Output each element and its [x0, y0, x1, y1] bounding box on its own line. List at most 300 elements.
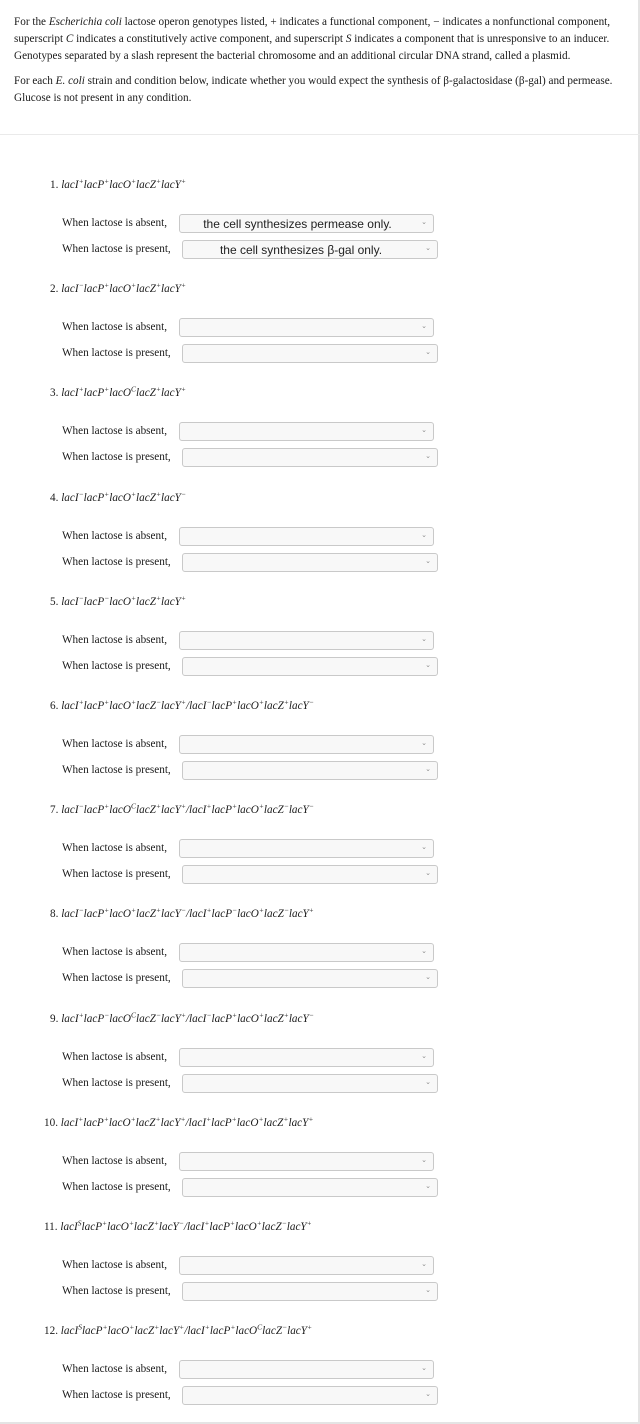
chevron-down-icon: ⌄ [425, 1391, 431, 1399]
chevron-down-icon: ⌄ [421, 219, 427, 226]
lactose-absent-label: When lactose is absent, [62, 217, 168, 229]
lactose-absent-row [62, 943, 442, 964]
gene-name: lacZ [136, 908, 156, 921]
lactose-absent-label: When lactose is absent, [62, 425, 168, 438]
gene-name: lacI [61, 804, 79, 817]
chevron-down-icon: ⌄ [425, 765, 431, 773]
gene-name: lacP [211, 1116, 232, 1129]
lactose-absent-label: When lactose is absent, [62, 842, 168, 855]
chevron-down-icon: ⌄ [421, 427, 427, 435]
gene-allele: − [180, 488, 186, 498]
gene-name: lacP [83, 1116, 104, 1129]
gene-allele: + [180, 1113, 186, 1123]
gene-allele: + [102, 1322, 108, 1332]
lactose-present-row [62, 448, 442, 469]
question-4 [0, 487, 640, 591]
gene-allele: + [206, 905, 212, 915]
gene-allele: + [103, 1113, 109, 1123]
text-run: indicates a component that is unresponsive to an inducer. Genotypes separated by a slash represent the bacterial chromosome and an additional circular DNA strand, called a plasmid. [14, 33, 610, 62]
gene-name: lacO [109, 283, 131, 296]
gene-name: lacP [209, 1220, 230, 1233]
gene-allele: + [256, 1218, 262, 1228]
gene-name: lacZ [263, 908, 284, 921]
gene-name: lacI [61, 179, 79, 191]
gene-allele: − [104, 593, 110, 603]
gene-name: lacZ [263, 804, 284, 817]
italic-term: Escherichia coli [48, 16, 122, 28]
gene-allele: + [204, 1322, 210, 1332]
lactose-present-row [62, 240, 442, 261]
gene-allele: + [232, 801, 238, 811]
gene-name: lacO [236, 1116, 259, 1129]
gene-allele: + [78, 1113, 84, 1123]
gene-allele: − [232, 905, 238, 915]
genotype-separator: / [185, 908, 190, 921]
gene-allele: + [104, 176, 110, 186]
answer-dropdown-present[interactable] [182, 865, 438, 884]
answer-dropdown-absent[interactable] [179, 631, 434, 650]
chevron-down-icon: ⌄ [425, 1182, 431, 1190]
genotype [50, 593, 186, 608]
lactose-present-row [62, 1178, 442, 1199]
gene-name: lacO [107, 1220, 129, 1233]
gene-allele: − [104, 1009, 110, 1019]
gene-name: lacI [189, 908, 207, 921]
answer-dropdown-present[interactable] [182, 240, 438, 259]
gene-name: lacP [83, 1012, 105, 1025]
answer-dropdown-present[interactable] [182, 1074, 438, 1093]
answer-dropdown-present[interactable] [182, 1178, 438, 1197]
text-run: For each [14, 75, 56, 87]
lactose-absent-row [62, 1048, 442, 1069]
gene-name: lacP [83, 491, 105, 504]
gene-name: lacO [109, 699, 131, 712]
gene-name: lacY [160, 1116, 181, 1129]
gene-name: lacZ [263, 1012, 284, 1025]
gene-name: lacP [81, 1220, 103, 1233]
gene-allele: + [283, 1009, 289, 1019]
text-run: lactose operon genotypes listed, + indicates a functional component, − indicates a nonfunctional component, superscript [14, 16, 611, 45]
gene-name: lacZ [263, 1116, 284, 1129]
genotype [50, 488, 186, 504]
answer-dropdown-present[interactable] [182, 657, 438, 676]
gene-name: lacI [61, 1012, 79, 1025]
chevron-down-icon: ⌄ [425, 974, 431, 982]
gene-allele: S [78, 1322, 82, 1332]
question-number: 7. [50, 804, 59, 817]
lactose-present-label: When lactose is present, [62, 1076, 171, 1089]
question-list [0, 174, 640, 1424]
gene-allele: + [229, 1218, 235, 1228]
gene-name: lacZ [136, 595, 156, 608]
gene-name: lacY [161, 908, 181, 921]
gene-allele: + [130, 1113, 136, 1123]
gene-name: lacO [234, 1220, 257, 1233]
answer-dropdown-present[interactable] [182, 1282, 438, 1301]
gene-name: lacI [189, 804, 207, 817]
lactose-absent-label: When lactose is absent, [62, 1258, 168, 1271]
answer-dropdown-absent[interactable] [179, 214, 434, 233]
italic-term: S [345, 33, 352, 45]
lactose-present-label: When lactose is present, [62, 1389, 171, 1402]
lactose-absent-row [62, 735, 442, 756]
gene-name: lacZ [135, 1116, 156, 1129]
gene-name: lacP [83, 387, 105, 400]
gene-name: lacO [237, 699, 259, 712]
gene-allele: + [180, 593, 186, 603]
gene-name: lacZ [136, 1012, 156, 1025]
gene-name: lacO [109, 179, 131, 191]
question-7 [0, 799, 640, 903]
lactose-absent-row [62, 318, 442, 339]
question-number: 10. [44, 1116, 58, 1129]
genotype-separator: / [183, 1220, 187, 1233]
gene-name: lacI [187, 1325, 205, 1338]
gene-name: lacY [288, 908, 309, 921]
gene-allele: + [104, 384, 110, 394]
gene-name: lacY [161, 595, 181, 608]
question-number: 2. [50, 283, 59, 296]
gene-allele: − [283, 905, 289, 915]
lactose-present-label: When lactose is present, [62, 347, 171, 360]
gene-name: lacO [235, 1325, 258, 1338]
gene-allele: + [206, 1113, 212, 1123]
gene-name: lacY [161, 699, 181, 712]
question-number: 8. [50, 908, 59, 921]
chevron-down-icon: ⌄ [425, 557, 431, 565]
gene-allele: + [258, 1009, 264, 1019]
chevron-down-icon: ⌄ [425, 870, 431, 878]
gene-name: lacO [237, 1012, 259, 1025]
gene-allele: + [204, 1218, 210, 1228]
chevron-down-icon: ⌄ [421, 1156, 427, 1164]
question-number: 4. [50, 491, 59, 504]
lactose-present-row [62, 1386, 442, 1407]
gene-allele: + [232, 697, 238, 707]
gene-allele: + [180, 384, 186, 394]
gene-name: lacP [211, 908, 233, 921]
gene-name: lacO [108, 1116, 131, 1129]
gene-allele: + [155, 593, 161, 603]
gene-allele: + [78, 176, 84, 186]
gene-name: lacO [109, 908, 131, 921]
chevron-down-icon: ⌄ [421, 323, 427, 331]
gene-allele: − [78, 593, 84, 603]
chevron-down-icon: ⌄ [421, 1365, 427, 1373]
question-11 [0, 1216, 640, 1320]
gene-name: lacO [109, 1012, 131, 1025]
genotype-separator: / [185, 1116, 189, 1129]
gene-allele: − [281, 1218, 287, 1228]
answer-dropdown-absent[interactable] [179, 318, 434, 337]
answer-dropdown-present[interactable] [182, 553, 438, 572]
lactose-present-row [62, 865, 442, 886]
gene-allele: + [258, 1113, 264, 1123]
gene-allele: − [78, 488, 84, 498]
answer-dropdown-absent[interactable] [179, 1048, 434, 1067]
gene-name: lacI [189, 1012, 207, 1025]
lactose-present-label: When lactose is present, [62, 868, 171, 881]
chevron-down-icon: ⌄ [421, 739, 427, 747]
lactose-absent-label: When lactose is absent, [62, 321, 168, 334]
section-divider [0, 134, 640, 135]
genotype [44, 1113, 314, 1129]
lactose-absent-row [62, 1360, 442, 1381]
gene-allele: + [231, 1113, 237, 1123]
gene-name: lacY [161, 283, 181, 296]
gene-allele: + [306, 1218, 312, 1228]
lactose-absent-row [62, 839, 442, 860]
gene-allele: + [230, 1322, 236, 1332]
gene-name: lacY [288, 1012, 309, 1025]
selected-answer: the cell synthesizes permease only. [203, 217, 392, 231]
genotype [50, 384, 186, 400]
gene-allele: − [206, 697, 212, 707]
gene-name: lacI [61, 387, 79, 400]
gene-allele: C [257, 1322, 263, 1332]
question-3 [0, 382, 640, 486]
lactose-absent-label: When lactose is absent, [62, 1050, 168, 1063]
gene-allele: + [104, 280, 110, 290]
answer-dropdown-absent[interactable] [179, 527, 434, 546]
gene-name: lacY [158, 1220, 179, 1233]
genotype [50, 697, 314, 712]
genotype [50, 176, 186, 191]
gene-name: lacZ [261, 1220, 282, 1233]
gene-allele: + [104, 697, 110, 707]
gene-name: lacO [109, 387, 131, 400]
gene-allele: + [130, 697, 137, 707]
gene-allele: C [130, 1009, 136, 1019]
gene-name: lacP [211, 699, 233, 712]
question-number: 6. [50, 699, 59, 712]
gene-allele: + [155, 384, 161, 394]
gene-allele: − [308, 801, 314, 811]
gene-allele: + [206, 801, 212, 811]
instructions-paragraph-2 [14, 73, 628, 107]
gene-name: lacY [288, 699, 309, 712]
lactose-present-row [62, 969, 442, 990]
gene-name: lacP [211, 804, 232, 817]
lactose-absent-label: When lactose is absent, [62, 1154, 168, 1167]
gene-allele: − [178, 1218, 184, 1228]
lactose-present-label: When lactose is present, [62, 659, 171, 672]
gene-allele: + [153, 1218, 159, 1228]
text-run: strain and condition below, indicate whether you would expect the synthesis of β-galactosidase (β-gal) and permease. Glucose is not present in any condition. [14, 75, 613, 104]
lactose-present-label: When lactose is present, [62, 243, 171, 255]
gene-name: lacZ [262, 1325, 283, 1338]
answer-dropdown-present[interactable] [182, 1386, 438, 1405]
genotype-separator: / [184, 1325, 188, 1338]
gene-allele: + [180, 1009, 186, 1019]
gene-allele: + [258, 801, 264, 811]
gene-name: lacI [61, 908, 79, 921]
question-12 [0, 1320, 640, 1424]
gene-name: lacO [109, 804, 131, 817]
lactose-absent-row [62, 1256, 442, 1277]
gene-allele: + [130, 905, 137, 915]
gene-name: lacI [188, 1116, 207, 1129]
text-run: For the [14, 16, 49, 28]
answer-dropdown-present[interactable] [182, 969, 438, 988]
gene-name: lacY [286, 1220, 307, 1233]
lactose-present-row [62, 344, 442, 365]
chevron-down-icon: ⌄ [425, 245, 431, 252]
answer-dropdown-absent[interactable] [179, 1360, 434, 1379]
genotype [50, 280, 186, 296]
gene-allele: − [78, 905, 84, 915]
question-number: 3. [50, 387, 59, 400]
chevron-down-icon: ⌄ [421, 1052, 427, 1060]
italic-term: C [65, 33, 74, 45]
gene-name: lacY [161, 179, 181, 191]
gene-name: lacY [288, 804, 309, 817]
lactose-absent-label: When lactose is absent, [62, 529, 168, 542]
gene-allele: S [77, 1218, 82, 1228]
lactose-absent-row [62, 1152, 442, 1173]
instructions-paragraph-1 [14, 14, 628, 65]
genotype-separator: / [185, 1012, 190, 1025]
chevron-down-icon: ⌄ [425, 453, 431, 461]
lactose-absent-row [62, 422, 442, 443]
genotype-separator: / [185, 804, 190, 817]
gene-name: lacO [109, 595, 131, 608]
question-5 [0, 591, 640, 695]
gene-name: lacY [287, 1325, 307, 1338]
lactose-present-row [62, 761, 442, 782]
gene-allele: + [180, 176, 186, 186]
gene-name: lacI [189, 699, 207, 712]
chevron-down-icon: ⌄ [425, 349, 431, 357]
gene-name: lacP [83, 908, 105, 921]
chevron-down-icon: ⌄ [421, 844, 427, 852]
chevron-down-icon: ⌄ [425, 1286, 431, 1294]
genotype [50, 1009, 314, 1025]
lactose-absent-label: When lactose is absent, [62, 633, 168, 646]
gene-allele: + [180, 801, 186, 811]
gene-name: lacI [61, 595, 79, 608]
gene-allele: − [155, 1009, 161, 1019]
gene-name: lacY [161, 491, 181, 504]
gene-allele: + [155, 801, 161, 811]
gene-allele: + [78, 697, 84, 707]
lactose-present-label: When lactose is present, [62, 555, 171, 568]
answer-dropdown-present[interactable] [182, 448, 438, 467]
gene-name: lacI [60, 1325, 79, 1338]
gene-allele: − [78, 801, 84, 811]
gene-allele: + [155, 905, 161, 915]
lactose-present-label: When lactose is present, [62, 451, 171, 464]
instructions [14, 14, 628, 115]
answer-dropdown-absent[interactable] [179, 1256, 434, 1275]
gene-name: lacI [61, 699, 79, 712]
lactose-present-label: When lactose is present, [62, 1180, 171, 1193]
gene-allele: C [130, 801, 136, 811]
gene-allele: + [130, 280, 137, 290]
lactose-present-row [62, 553, 442, 574]
lactose-present-label: When lactose is present, [62, 763, 171, 776]
gene-name: lacI [186, 1220, 205, 1233]
question-9 [0, 1008, 640, 1112]
gene-allele: + [155, 1113, 161, 1123]
gene-allele: + [308, 1113, 314, 1123]
gene-allele: − [155, 697, 161, 707]
lactose-present-row [62, 1074, 442, 1095]
lactose-absent-row [62, 631, 442, 652]
genotype-separator: / [185, 699, 190, 712]
gene-allele: + [130, 593, 137, 603]
answer-dropdown-absent[interactable] [179, 943, 434, 962]
gene-name: lacY [160, 804, 181, 817]
gene-allele: + [128, 1218, 134, 1228]
gene-allele: − [180, 905, 186, 915]
answer-dropdown-absent[interactable] [179, 735, 434, 754]
gene-allele: + [258, 697, 264, 707]
answer-dropdown-present[interactable] [182, 761, 438, 780]
gene-allele: + [155, 280, 161, 290]
lactose-absent-label: When lactose is absent, [62, 946, 168, 959]
gene-name: lacI [61, 491, 79, 504]
gene-allele: + [102, 1218, 108, 1228]
lactose-present-row [62, 657, 442, 678]
gene-name: lacP [83, 595, 105, 608]
question-1 [0, 174, 640, 278]
question-6 [0, 695, 640, 799]
gene-allele: + [283, 1113, 289, 1123]
gene-allele: + [308, 905, 314, 915]
gene-name: lacY [159, 1325, 180, 1338]
gene-allele: + [180, 280, 186, 290]
gene-name: lacP [83, 283, 105, 296]
gene-name: lacO [237, 804, 259, 817]
gene-name: lacI [60, 1116, 79, 1129]
gene-name: lacZ [136, 699, 156, 712]
chevron-down-icon: ⌄ [421, 1260, 427, 1268]
lactose-absent-row [62, 527, 442, 548]
genotype [50, 801, 314, 817]
gene-name: lacP [211, 1012, 232, 1025]
answer-dropdown-absent[interactable] [179, 839, 434, 858]
gene-allele: + [232, 1009, 238, 1019]
chevron-down-icon: ⌄ [425, 661, 431, 669]
answer-dropdown-absent[interactable] [179, 422, 434, 441]
gene-name: lacI [60, 1220, 78, 1233]
gene-allele: + [155, 176, 161, 186]
genotype [44, 1218, 312, 1233]
gene-name: lacZ [136, 283, 156, 296]
answer-dropdown-absent[interactable] [179, 1152, 434, 1171]
gene-allele: − [308, 697, 314, 707]
genotype [44, 1322, 313, 1338]
gene-name: lacO [107, 1325, 130, 1338]
gene-name: lacZ [136, 491, 156, 504]
gene-allele: + [104, 801, 110, 811]
gene-allele: − [206, 1009, 212, 1019]
chevron-down-icon: ⌄ [425, 1078, 431, 1086]
question-number: 11. [44, 1220, 58, 1233]
answer-dropdown-present[interactable] [182, 344, 438, 363]
gene-allele: C [130, 384, 136, 394]
gene-allele: + [78, 1009, 84, 1019]
gene-allele: + [307, 1322, 313, 1332]
gene-name: lacI [61, 283, 79, 296]
gene-name: lacP [83, 804, 105, 817]
gene-name: lacP [83, 179, 105, 191]
gene-allele: + [258, 905, 264, 915]
gene-name: lacO [109, 491, 131, 504]
question-10 [0, 1112, 640, 1216]
genotype [50, 905, 314, 921]
